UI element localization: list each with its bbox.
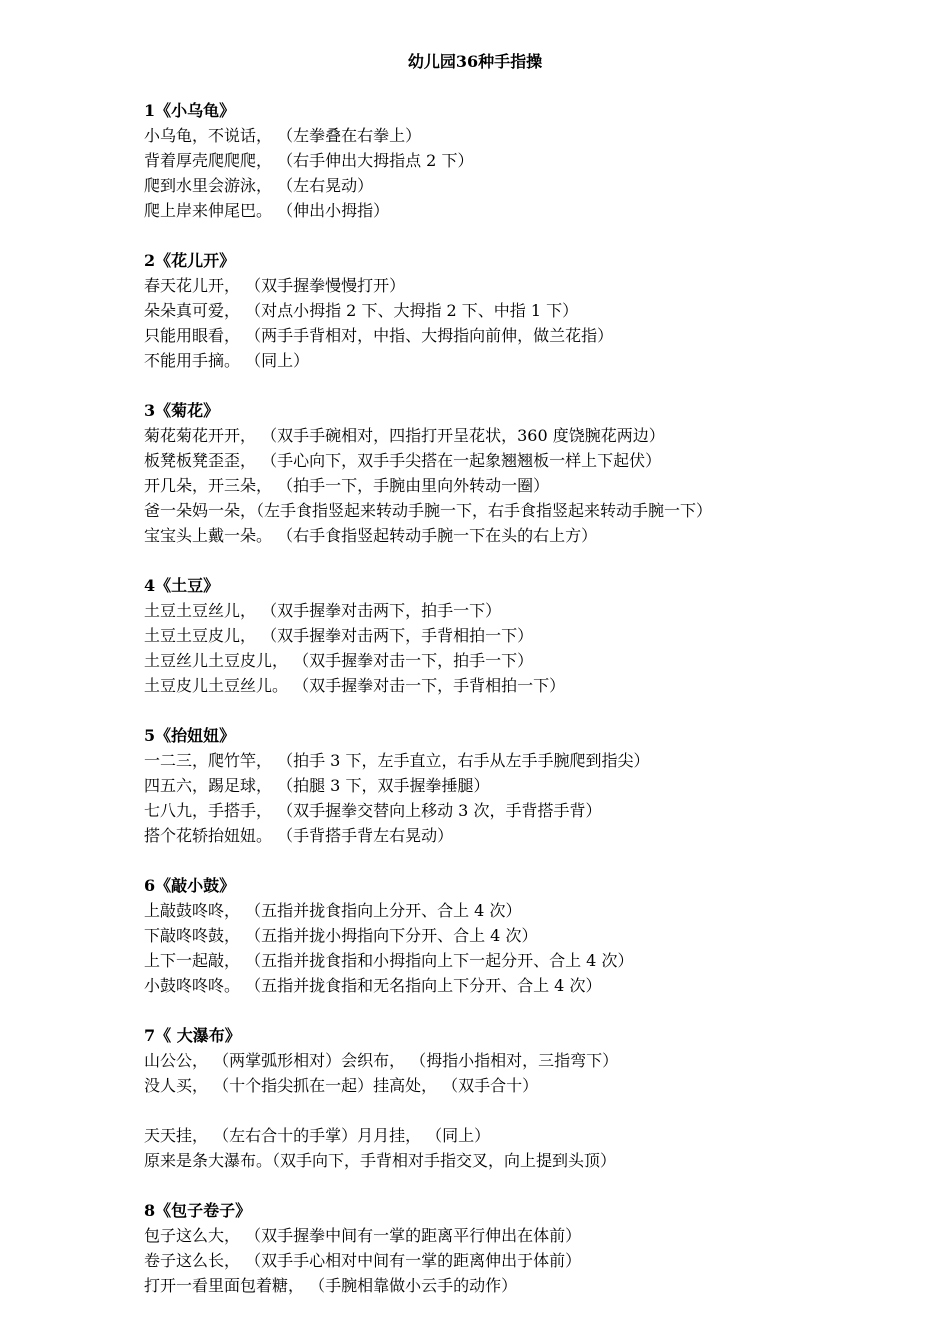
lyric-line: 上敲鼓咚咚， （五指并拢食指向上分开、合上 4 次） (144, 901, 522, 920)
section-heading: 5《抬妞妞》 (144, 726, 236, 745)
section-heading: 8《包子卷子》 (144, 1201, 252, 1220)
lyric-line: 板凳板凳歪歪， （手心向下，双手手尖搭在一起象翘翘板一样上下起伏） (144, 451, 662, 470)
lyric-line: 土豆土豆丝儿， （双手握拳对击两下，拍手一下） (144, 601, 502, 620)
lyric-line: 宝宝头上戴一朵。 （右手食指竖起转动手腕一下在头的右上方） (144, 526, 598, 545)
section-heading: 7《 大瀑布》 (144, 1026, 241, 1045)
lyric-line: 只能用眼看， （两手手背相对，中指、大拇指向前伸，做兰花指） (144, 326, 614, 345)
lyric-line: 背着厚壳爬爬爬， （右手伸出大拇指点 2 下） (144, 151, 474, 170)
song-section (144, 248, 924, 373)
song-section (144, 1023, 924, 1173)
lyric-line: 土豆皮儿土豆丝儿。 （双手握拳对击一下，手背相拍一下） (144, 676, 566, 695)
lyric-line: 爬上岸来伸尾巴。 （伸出小拇指） (144, 201, 390, 220)
section-heading: 6《敲小鼓》 (144, 876, 236, 895)
lyric-line: 土豆土豆皮儿， （双手握拳对击两下，手背相拍一下） (144, 626, 534, 645)
lyric-line: 包子这么大， （双手握拳中间有一掌的距离平行伸出在体前） (144, 1226, 582, 1245)
lyric-line: 不能用手摘。 （同上） (144, 351, 310, 370)
lyric-line: 一二三，爬竹竿， （拍手 3 下，左手直立，右手从左手手腕爬到指尖） (144, 751, 650, 770)
lyric-line: 小乌龟，不说话， （左拳叠在右拳上） (144, 126, 422, 145)
lyric-line: 开几朵，开三朵， （拍手一下，手腕由里向外转动一圈） (144, 476, 550, 495)
lyric-line: 爬到水里会游泳， （左右晃动） (144, 176, 374, 195)
page-title: 幼儿园36种手指操 (407, 52, 543, 71)
lyric-line: 爸一朵妈一朵，（左手食指竖起来转动手腕一下，右手食指竖起来转动手腕一下） (144, 501, 713, 520)
lyric-line: 卷子这么长， （双手手心相对中间有一掌的距离伸出于体前） (144, 1251, 582, 1270)
lyric-line: 下敲咚咚鼓， （五指并拢小拇指向下分开、合上 4 次） (144, 926, 538, 945)
song-section (144, 723, 924, 848)
lyric-line: 七八九，手搭手， （双手握拳交替向上移动 3 次，手背搭手背） (144, 801, 602, 820)
lyric-line: 四五六，踢足球， （拍腿 3 下，双手握拳捶腿） (144, 776, 490, 795)
lyric-line: 朵朵真可爱， （对点小拇指 2 下、大拇指 2 下、中指 1 下） (144, 301, 579, 320)
lyric-line: 春天花儿开， （双手握拳慢慢打开） (144, 276, 406, 295)
song-section (144, 398, 924, 548)
song-section (144, 873, 924, 998)
lyric-line: 打开一看里面包着糖， （手腕相靠做小云手的动作） (144, 1276, 518, 1295)
lyric-line: 搭个花轿抬妞妞。 （手背搭手背左右晃动） (144, 826, 454, 845)
section-heading: 1《小乌龟》 (144, 101, 236, 120)
lyric-line: 上下一起敲， （五指并拢食指和小拇指向上下一起分开、合上 4 次） (144, 951, 634, 970)
lyric-line: 天天挂， （左右合十的手掌）月月挂， （同上） (144, 1126, 491, 1145)
section-heading: 4《土豆》 (144, 576, 220, 595)
song-section (144, 573, 924, 698)
lyric-line: 菊花菊花开开， （双手手碗相对，四指打开呈花状，360 度饶腕花两边） (144, 426, 665, 445)
lyric-line: 没人买， （十个指尖抓在一起）挂高处， （双手合十） (144, 1076, 539, 1095)
song-section (144, 98, 924, 223)
lyric-line: 土豆丝儿土豆皮儿， （双手握拳对击一下，拍手一下） (144, 651, 534, 670)
document-body (144, 98, 924, 1323)
section-heading: 3《菊花》 (144, 401, 220, 420)
section-heading: 2《花儿开》 (144, 251, 236, 270)
blank-line (144, 1098, 924, 1123)
song-section (144, 1198, 924, 1298)
lyric-line: 山公公， （两掌弧形相对）会织布， （拇指小指相对，三指弯下） (144, 1051, 619, 1070)
lyric-line: 小鼓咚咚咚。 （五指并拢食指和无名指向上下分开、合上 4 次） (144, 976, 602, 995)
lyric-line: 原来是条大瀑布。（双手向下，手背相对手指交叉，向上提到头顶） (144, 1151, 617, 1170)
